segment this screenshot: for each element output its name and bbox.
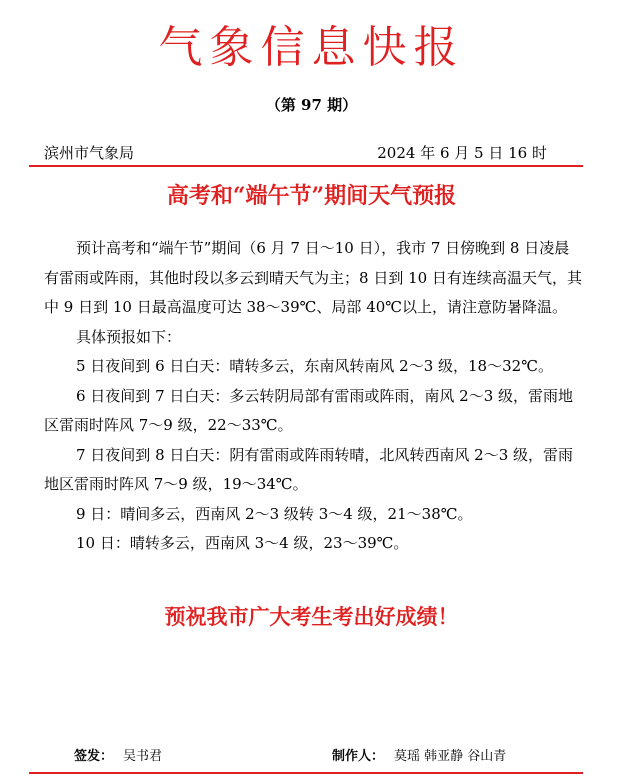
makers-label: 制作人： [332,749,385,764]
forecast-item: 5 日夜间到 6 日白天：晴转多云，东南风转南风 2～3 级，18～32℃。 [76,357,553,375]
forecast-item: 10 日：晴转多云，西南风 3～4 级，23～39℃。 [76,534,409,552]
signer [74,748,162,766]
bulletin-title: 气象信息快报 [158,22,465,73]
bulletin-body [44,234,584,559]
signer-label: 签发： [74,749,114,764]
issue-datetime: 2024 年 6 月 5 日 16 时 [377,144,547,162]
header-divider [29,165,583,167]
closing-message: 预祝我市广大考生考出好成绩！ [164,605,459,629]
issuing-organization: 滨州市气象局 [44,144,135,162]
issue-number: （第 97 期） [265,96,358,114]
forecast-intro: 具体预报如下： [76,327,182,346]
forecast-item: 9 日：晴间多云，西南风 2～3 级转 3～4 级，21～38℃。 [76,504,473,523]
footer-divider [29,772,583,774]
forecast-item: 6 日夜间到 7 日白天：多云转阴局部有雷雨或阵雨，南风 2～3 级，雷雨地区雷雨时阵风 7～9 级，22～33℃。 [44,386,574,434]
makers [332,748,506,766]
intro-paragraph: 预计高考和“端午节”期间（6 月 7 日～10 日），我市 7 日傍晚到 8 日凌晨有雷雨或阵雨，其他时段以多云到晴天气为主；8 日到 10 日有连续高温天气，其中 9 日到 10 日最高温度可达 38～39℃、局部 40℃以上，请注意防暑降温。 [44,239,582,316]
forecast-item: 7 日夜间到 8 日白天：阴有雷雨或阵雨转晴，北风转西南风 2～3 级，雷雨地区雷雨时阵风 7～9 级，19～34℃。 [44,445,574,493]
headline: 高考和“端午节”期间天气预报 [166,183,457,209]
makers-names: 莫瑶 韩亚静 谷山青 [394,749,507,764]
signer-name: 吴书君 [123,749,163,764]
